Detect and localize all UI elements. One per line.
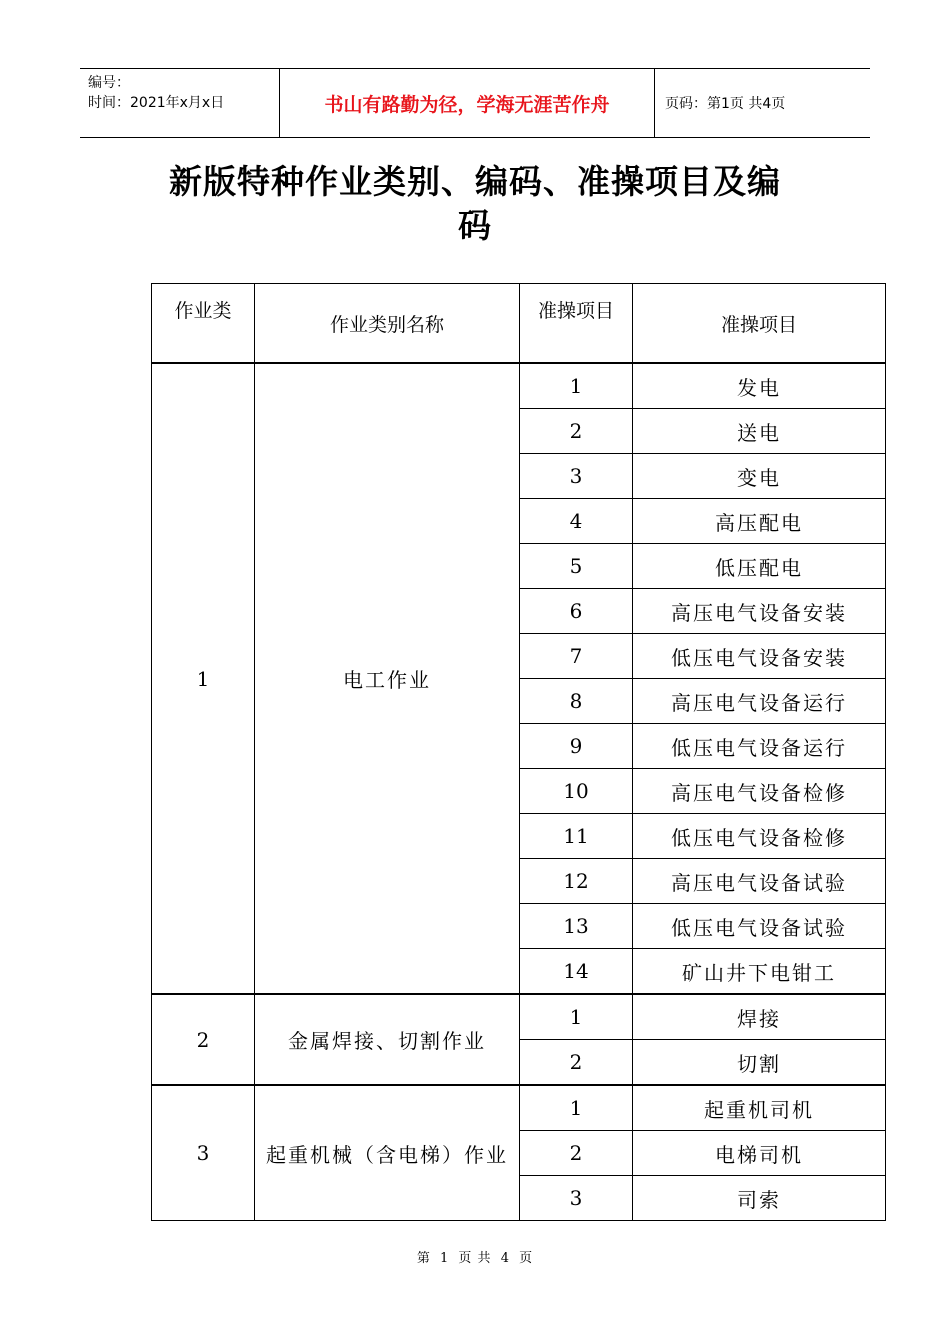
page-footer bbox=[0, 1247, 950, 1266]
footer-prefix: 第 bbox=[416, 1251, 431, 1266]
category-name-cell: 电工作业 bbox=[255, 363, 520, 994]
category-name-cell: 起重机械（含电梯）作业 bbox=[255, 1085, 520, 1221]
item-code-cell: 2 bbox=[520, 1131, 633, 1176]
item-name-cell: 高压配电 bbox=[633, 499, 886, 544]
category-code-cell: 3 bbox=[152, 1085, 255, 1221]
table-body bbox=[152, 363, 886, 1221]
item-code-cell: 2 bbox=[520, 1040, 633, 1086]
category-code-cell: 2 bbox=[152, 994, 255, 1085]
item-code-cell: 11 bbox=[520, 814, 633, 859]
item-code-cell: 3 bbox=[520, 1176, 633, 1221]
item-code-cell: 9 bbox=[520, 724, 633, 769]
footer-suffix: 页 bbox=[519, 1251, 534, 1266]
page-header bbox=[80, 68, 870, 138]
item-code-cell: 7 bbox=[520, 634, 633, 679]
item-name-cell: 送电 bbox=[633, 409, 886, 454]
document-time: 时间：2021年x月x日 bbox=[88, 95, 225, 111]
item-code-cell: 12 bbox=[520, 859, 633, 904]
header-meta bbox=[80, 69, 280, 137]
item-name-cell: 低压电气设备检修 bbox=[633, 814, 886, 859]
item-code-cell: 13 bbox=[520, 904, 633, 949]
item-code-cell: 2 bbox=[520, 409, 633, 454]
header-category-code: 作业类 bbox=[152, 284, 255, 364]
item-name-cell: 发电 bbox=[633, 363, 886, 409]
table-header-row bbox=[152, 284, 886, 364]
footer-page-number: 1 bbox=[440, 1251, 450, 1266]
item-name-cell: 变电 bbox=[633, 454, 886, 499]
item-name-cell: 高压电气设备试验 bbox=[633, 859, 886, 904]
item-code-cell: 4 bbox=[520, 499, 633, 544]
title-line-2: 码 bbox=[458, 206, 492, 245]
header-page-code: 页码：第1页 共4页 bbox=[665, 96, 786, 112]
item-name-cell: 高压电气设备安装 bbox=[633, 589, 886, 634]
footer-total-pages: 4 bbox=[500, 1251, 510, 1266]
table-row bbox=[152, 1085, 886, 1131]
item-name-cell: 焊接 bbox=[633, 994, 886, 1040]
header-item-name: 准操项目 bbox=[633, 284, 886, 364]
item-code-cell: 1 bbox=[520, 363, 633, 409]
item-code-cell: 5 bbox=[520, 544, 633, 589]
header-category-name: 作业类别名称 bbox=[255, 284, 520, 364]
header-motto: 书山有路勤为径，学海无涯苦作舟 bbox=[280, 69, 655, 137]
table-row bbox=[152, 994, 886, 1040]
item-code-cell: 10 bbox=[520, 769, 633, 814]
item-name-cell: 高压电气设备检修 bbox=[633, 769, 886, 814]
title-line-1: 新版特种作业类别、编码、准操项目及编 bbox=[169, 162, 781, 201]
item-name-cell: 低压电气设备试验 bbox=[633, 904, 886, 949]
item-code-cell: 3 bbox=[520, 454, 633, 499]
item-name-cell: 司索 bbox=[633, 1176, 886, 1221]
item-name-cell: 低压配电 bbox=[633, 544, 886, 589]
item-name-cell: 切割 bbox=[633, 1040, 886, 1086]
item-code-cell: 8 bbox=[520, 679, 633, 724]
item-name-cell: 高压电气设备运行 bbox=[633, 679, 886, 724]
item-code-cell: 14 bbox=[520, 949, 633, 995]
category-code-cell: 1 bbox=[152, 363, 255, 994]
item-code-cell: 1 bbox=[520, 1085, 633, 1131]
operation-category-table bbox=[151, 283, 886, 1221]
item-code-cell: 1 bbox=[520, 994, 633, 1040]
document-title bbox=[150, 160, 800, 248]
item-name-cell: 矿山井下电钳工 bbox=[633, 949, 886, 995]
footer-middle: 页 共 bbox=[458, 1251, 492, 1266]
table-row bbox=[152, 363, 886, 409]
document-number-label: 编号： bbox=[88, 75, 130, 91]
item-name-cell: 电梯司机 bbox=[633, 1131, 886, 1176]
header-item-code: 准操项目 bbox=[520, 284, 633, 364]
item-name-cell: 低压电气设备运行 bbox=[633, 724, 886, 769]
item-name-cell: 起重机司机 bbox=[633, 1085, 886, 1131]
item-code-cell: 6 bbox=[520, 589, 633, 634]
item-name-cell: 低压电气设备安装 bbox=[633, 634, 886, 679]
category-name-cell: 金属焊接、切割作业 bbox=[255, 994, 520, 1085]
